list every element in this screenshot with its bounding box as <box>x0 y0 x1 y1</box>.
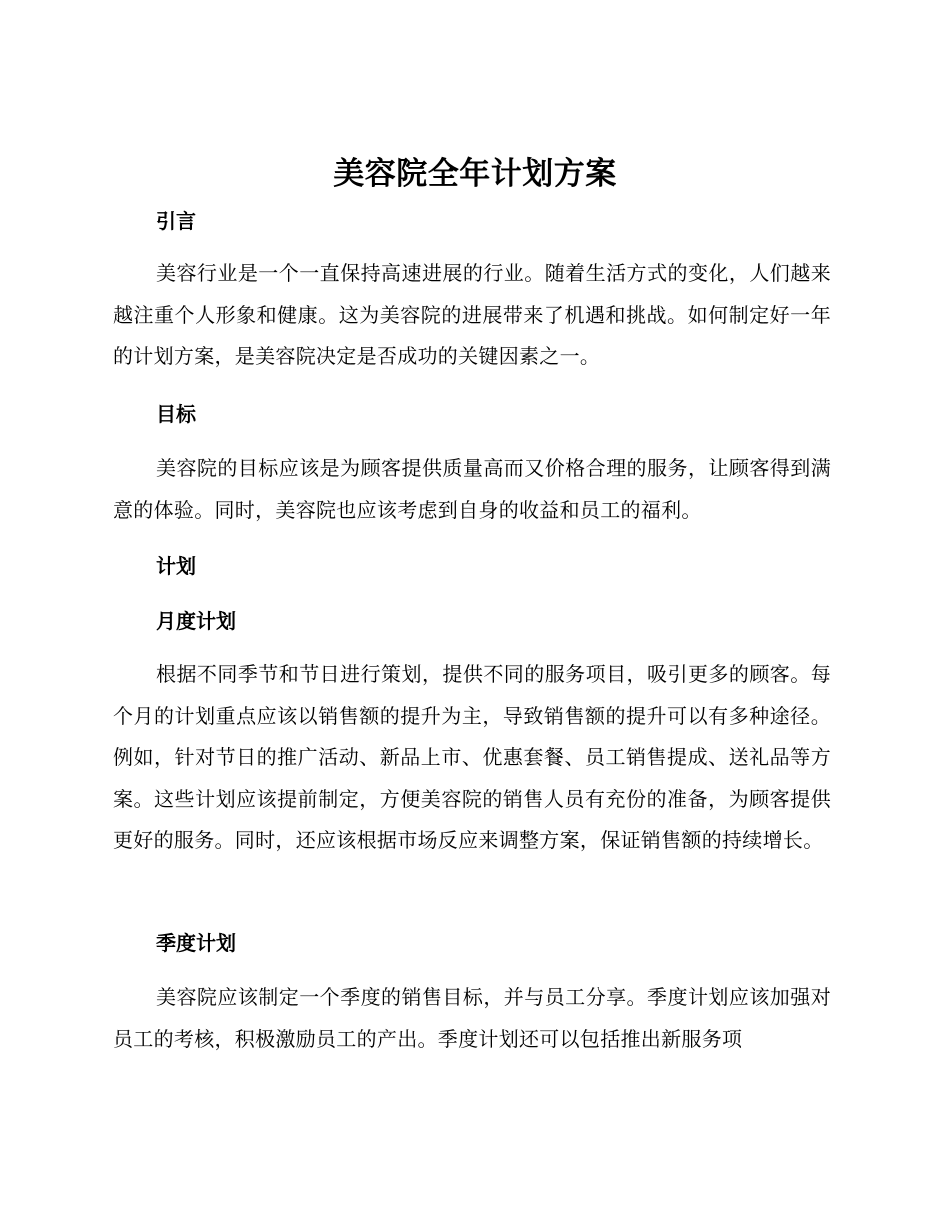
paragraph-goal: 美容院的目标应该是为顾客提供质量高而又价格合理的服务，让顾客得到满意的体验。同时，美容院也应该考虑到自身的收益和员工的福利。 <box>113 456 831 522</box>
paragraph-quarterly: 美容院应该制定一个季度的销售目标，并与员工分享。季度计划应该加强对员工的考核，积极激励员工的产出。季度计划还可以包括推出新服务项 <box>113 985 831 1051</box>
section-heading-plan: 计划 <box>156 554 196 578</box>
section-heading-monthly: 月度计划 <box>156 609 236 633</box>
section-heading-intro: 引言 <box>156 209 196 233</box>
section-heading-quarterly: 季度计划 <box>156 931 236 955</box>
paragraph-monthly: 根据不同季节和节日进行策划，提供不同的服务项目，吸引更多的顾客。每个月的计划重点应该以销售额的提升为主，导致销售额的提升可以有多种途径。例如，针对节日的推广活动、新品上市、优惠套餐、员工销售提成、送礼品等方案。这些计划应该提前制定，方便美容院的销售人员有充份的准备，为顾客提供更好的服务。同时，还应该根据市场反应来调整方案，保证销售额的持续增长。 <box>113 662 831 852</box>
document-title: 美容院全年计划方案 <box>333 156 617 192</box>
section-heading-goal: 目标 <box>156 402 196 426</box>
paragraph-intro: 美容行业是一个一直保持高速进展的行业。随着生活方式的变化，人们越来越注重个人形象和健康。这为美容院的进展带来了机遇和挑战。如何制定好一年的计划方案，是美容院决定是否成功的关键因素之一。 <box>113 261 831 368</box>
